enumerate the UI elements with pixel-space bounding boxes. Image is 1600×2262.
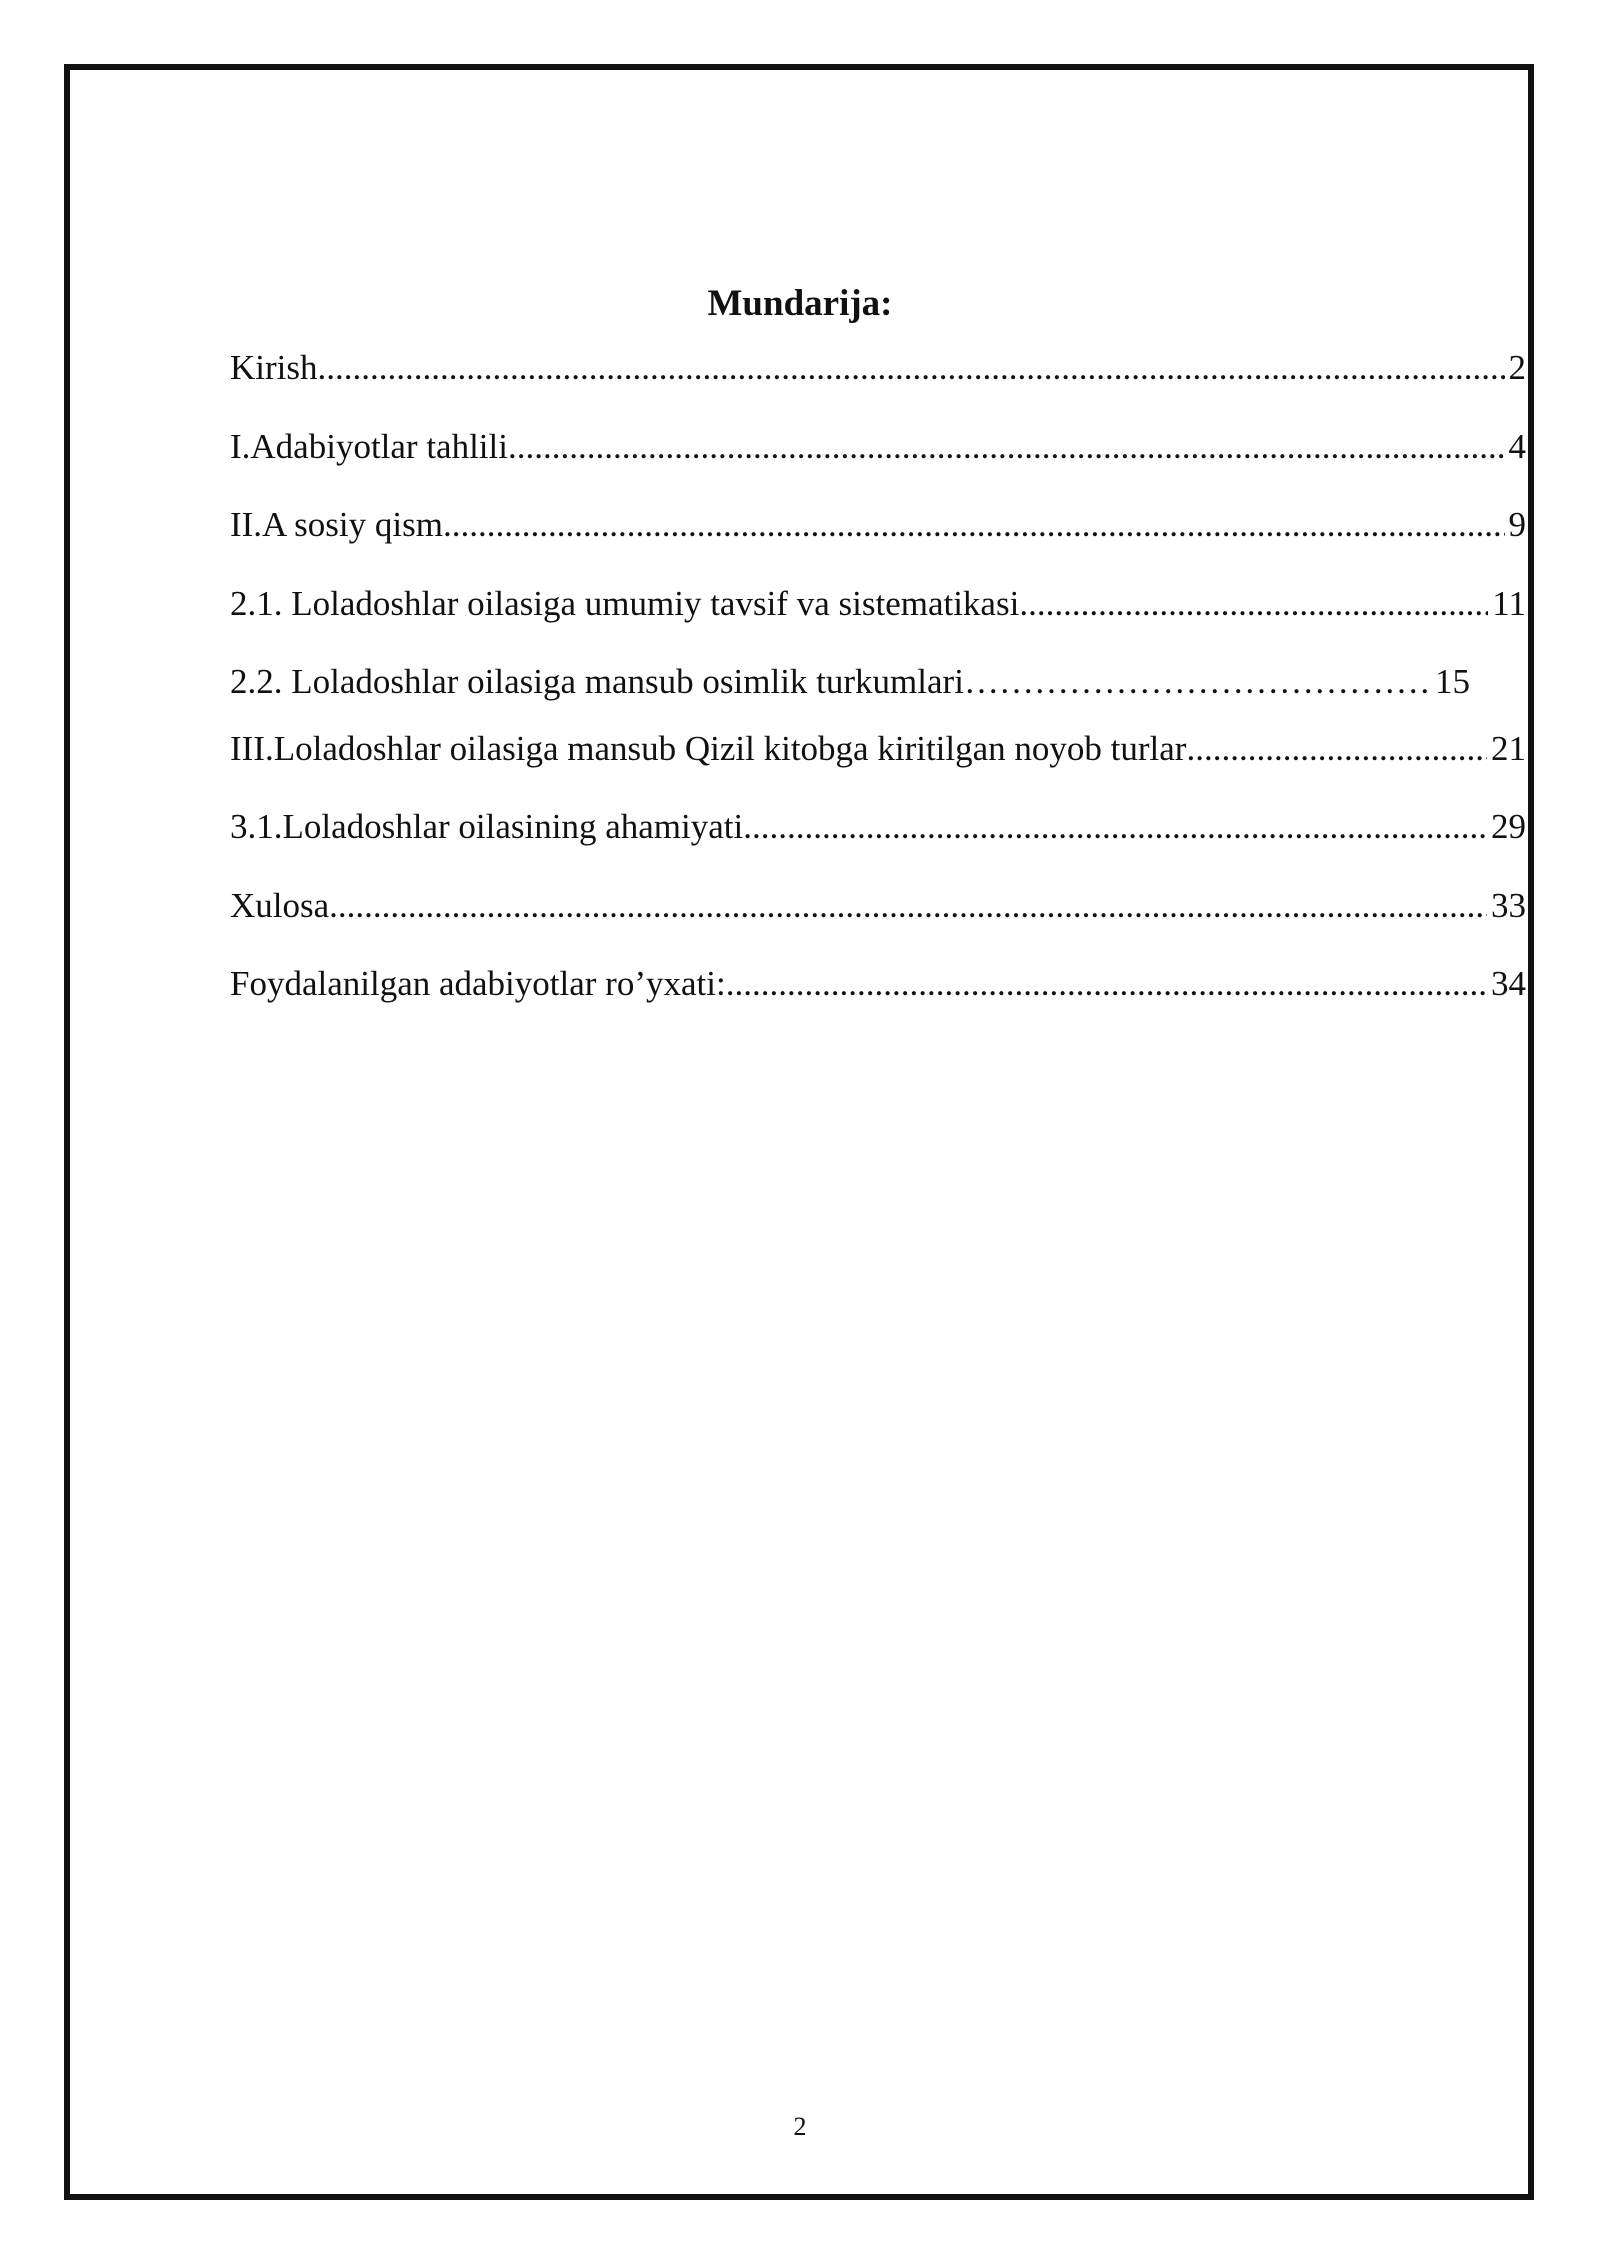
toc-entry-title: 2.2. Loladoshlar oilasiga mansub osimlik turkumlari bbox=[230, 662, 964, 701]
toc-entry-page: 11 bbox=[1492, 584, 1526, 623]
toc-entry-title: Xulosa bbox=[230, 886, 330, 925]
toc-entry-page: 21 bbox=[1491, 729, 1526, 768]
toc-entry-title: Foydalanilgan adabiyotlar ro’yxati: bbox=[230, 964, 726, 1003]
page-number: 2 bbox=[793, 2112, 807, 2141]
toc-entry[interactable] bbox=[230, 884, 1526, 928]
toc-leader-dots bbox=[964, 660, 1431, 704]
toc-leader-dots bbox=[1019, 582, 1488, 626]
toc-entry-title: I.Adabiyotlar tahlili bbox=[230, 427, 508, 466]
toc-leader-dots bbox=[443, 503, 1505, 547]
toc-entry-page: 9 bbox=[1508, 505, 1526, 544]
toc-entry-page: 4 bbox=[1508, 427, 1526, 466]
toc-leader-dots bbox=[1186, 727, 1487, 771]
toc-leader-dots bbox=[743, 805, 1487, 849]
toc-entry-page: 2 bbox=[1508, 348, 1526, 387]
toc-entry[interactable] bbox=[230, 660, 1470, 704]
toc-leader-dots bbox=[318, 346, 1505, 390]
toc-leader-dots bbox=[329, 884, 1487, 928]
toc-entry-title: 3.1.Loladoshlar oilasining ahamiyati bbox=[230, 807, 744, 846]
toc-leader-dots bbox=[726, 962, 1487, 1006]
toc-entry-page: 34 bbox=[1491, 964, 1526, 1003]
toc-entry-title: Kirish bbox=[230, 348, 318, 387]
toc-entry-title: II.A sosiy qism bbox=[230, 505, 443, 544]
toc-entry[interactable] bbox=[230, 346, 1526, 390]
toc-entry-page: 15 bbox=[1435, 662, 1470, 701]
toc-leader-dots bbox=[508, 425, 1505, 469]
toc-entry[interactable] bbox=[230, 425, 1526, 469]
toc-entry-page: 33 bbox=[1491, 886, 1526, 925]
toc-entry[interactable] bbox=[230, 962, 1526, 1006]
toc-entry[interactable] bbox=[230, 727, 1526, 771]
toc-entry[interactable] bbox=[230, 805, 1526, 849]
toc-entry[interactable] bbox=[230, 582, 1526, 626]
toc-title: Mundarija: bbox=[707, 283, 893, 324]
toc-entry[interactable] bbox=[230, 503, 1526, 547]
toc-entry-title: 2.1. Loladoshlar oilasiga umumiy tavsif va sistematikasi bbox=[230, 584, 1020, 623]
toc-entry-title: III.Loladoshlar oilasiga mansub Qizil kitobga kiritilgan noyob turlar bbox=[230, 729, 1187, 768]
toc-entry-page: 29 bbox=[1491, 807, 1526, 846]
